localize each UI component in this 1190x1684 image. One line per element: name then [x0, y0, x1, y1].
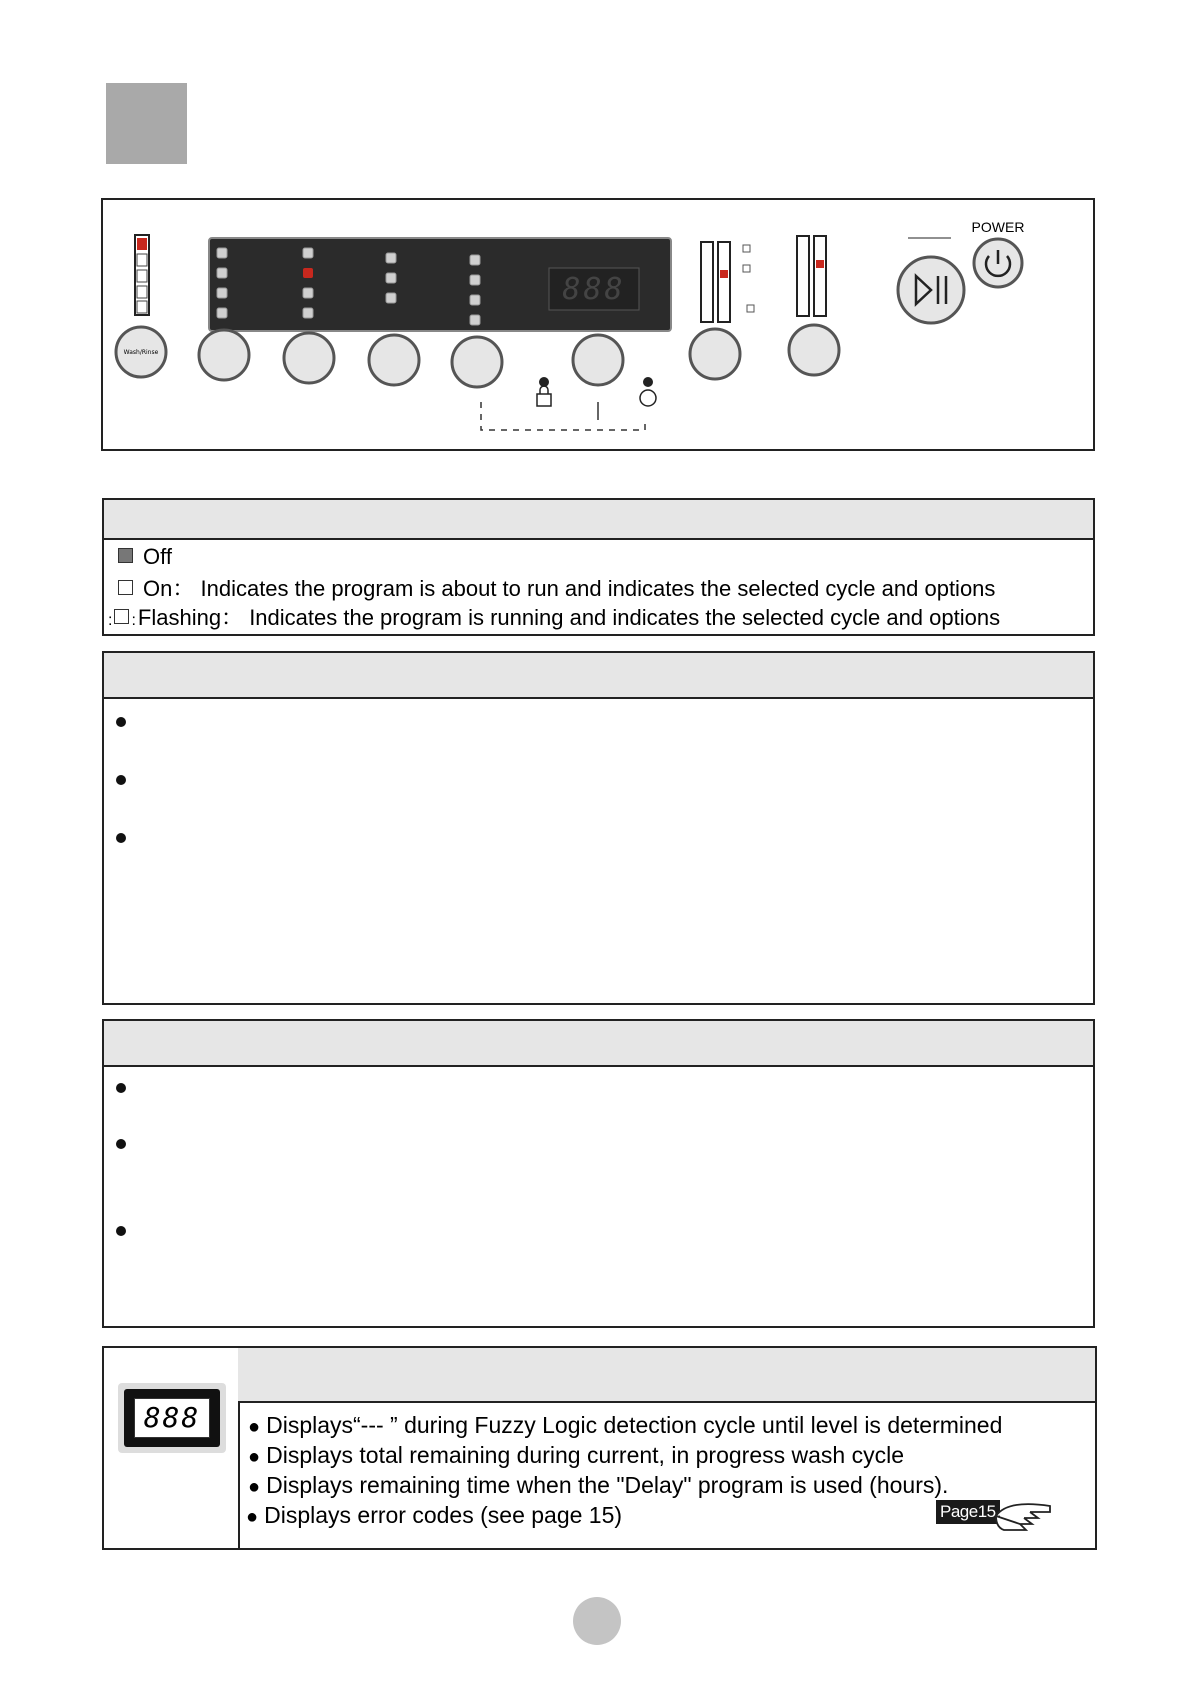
legend-header: [104, 500, 1093, 540]
pointing-hand-icon: [994, 1500, 1054, 1534]
display-section: [102, 1346, 1097, 1550]
display-illustration: [104, 1348, 240, 1548]
control-panel-diagram: [101, 198, 1095, 451]
info-box-2: [102, 1019, 1095, 1328]
display-line-2: ● Displays total remaining during current, in progress wash cycle: [248, 1442, 904, 1469]
display-digits: 888: [134, 1398, 210, 1438]
legend-on: On： Indicates the program is about to run and indicates the selected cycle and options: [118, 572, 995, 603]
info-box-1: [102, 651, 1095, 1005]
filled-square-icon: [118, 548, 133, 563]
bullet: [116, 775, 126, 785]
display-line-1: ● Displays“--- ” during Fuzzy Logic detection cycle until level is determined: [248, 1412, 1002, 1439]
display-line-4: ● Displays error codes (see page 15): [246, 1502, 622, 1529]
section-marker: [106, 83, 187, 164]
display-line-3: ● Displays remaining time when the "Delay" program is used (hours).: [248, 1472, 948, 1499]
empty-square-icon: [118, 580, 133, 595]
power-label: POWER: [971, 219, 1025, 235]
bullet: [116, 717, 126, 727]
start-pause-button[interactable]: [882, 250, 982, 332]
power-button[interactable]: [971, 236, 1025, 290]
page-reference-badge[interactable]: Page15: [936, 1500, 1000, 1524]
legend-off: Off: [118, 544, 172, 570]
indicator-legend: [102, 498, 1095, 636]
info-box-1-header: [104, 653, 1093, 699]
flashing-square-icon: [114, 609, 129, 624]
info-box-2-header: [104, 1021, 1093, 1067]
bullet: [116, 833, 126, 843]
bullet: [116, 1083, 126, 1093]
panel-display-digits: 888: [562, 272, 626, 307]
wash-rinse-indicator-column: [135, 235, 149, 315]
display-section-header: [238, 1348, 1095, 1403]
wash-rinse-label: Wash/Rinse: [123, 349, 159, 356]
bullet: [116, 1139, 126, 1149]
legend-flashing: : :Flashing： Indicates the program is running and indicates the selected cycle and options: [108, 605, 1001, 630]
bullet: [116, 1226, 126, 1236]
page-number-circle: [573, 1597, 621, 1645]
